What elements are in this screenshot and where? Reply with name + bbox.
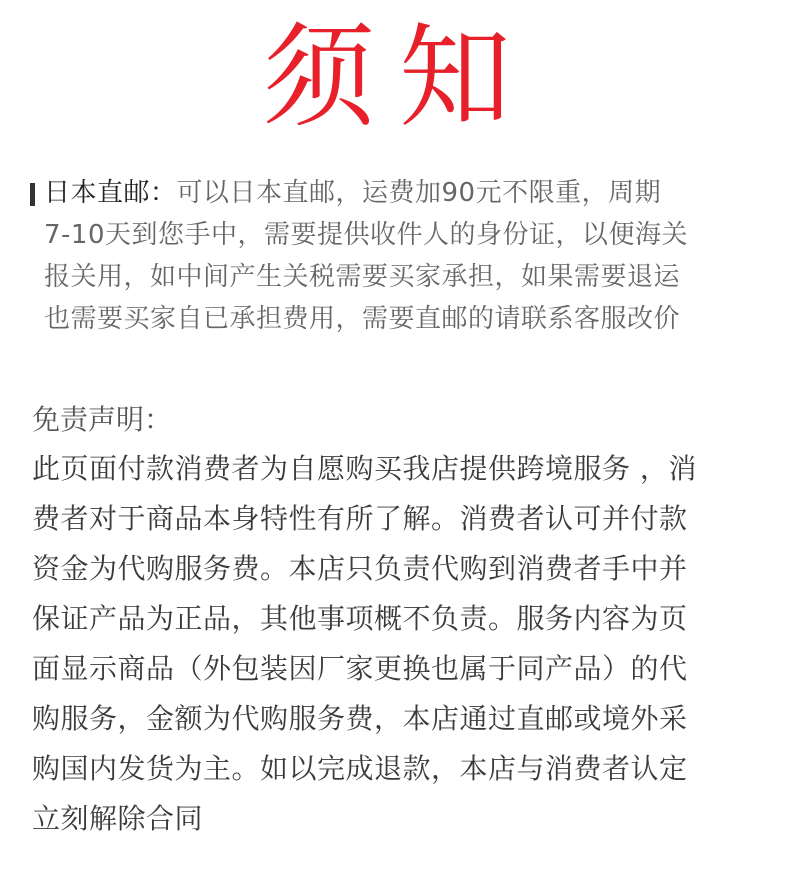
page-title: 须知 <box>263 13 535 143</box>
disclaimer-line-1: 此页面付款消费者为自愿购买我店提供跨境服务 ，消 <box>32 452 697 485</box>
disclaimer-line-8: 立刻解除合同 <box>32 802 204 835</box>
disclaimer-heading: 免责声明： <box>32 403 173 436</box>
notice-line-2: 7-10天到您手中，需要提供收件人的身份证，以便海关 <box>44 220 689 250</box>
notice-paragraph <box>44 172 768 340</box>
disclaimer-line-5: 面显示商品（外包装因厂家更换也属于同产品）的代 <box>32 652 688 685</box>
disclaimer-line-7: 购国内发货为主。如以完成退款，本店与消费者认定 <box>32 752 688 785</box>
disclaimer-section <box>32 398 762 844</box>
disclaimer-line-3: 资金为代购服务费。本店只负责代购到消费者手中并 <box>32 552 688 585</box>
direct-mail-notice <box>28 172 768 340</box>
notice-line-3: 报关用，如中间产生关税需要买家承担，如果需要退运 <box>44 262 681 292</box>
disclaimer-line-2: 费者对于商品本身特性有所了解。消费者认可并付款 <box>32 502 688 535</box>
notice-line-4: 也需要买家自已承担费用，需要直邮的请联系客服改价 <box>44 304 681 334</box>
notice-line-text: 可以日本直邮，运费加90元不限重，周期 <box>176 178 662 208</box>
notice-line-1 <box>44 172 768 214</box>
disclaimer-line-4: 保证产品为正品，其他事项概不负责。服务内容为页 <box>32 602 688 635</box>
notice-label: 日本直邮： <box>44 178 177 208</box>
disclaimer-line-6: 购服务，金额为代购服务费，本店通过直邮或境外采 <box>32 702 688 735</box>
section-marker-bar <box>30 183 35 206</box>
